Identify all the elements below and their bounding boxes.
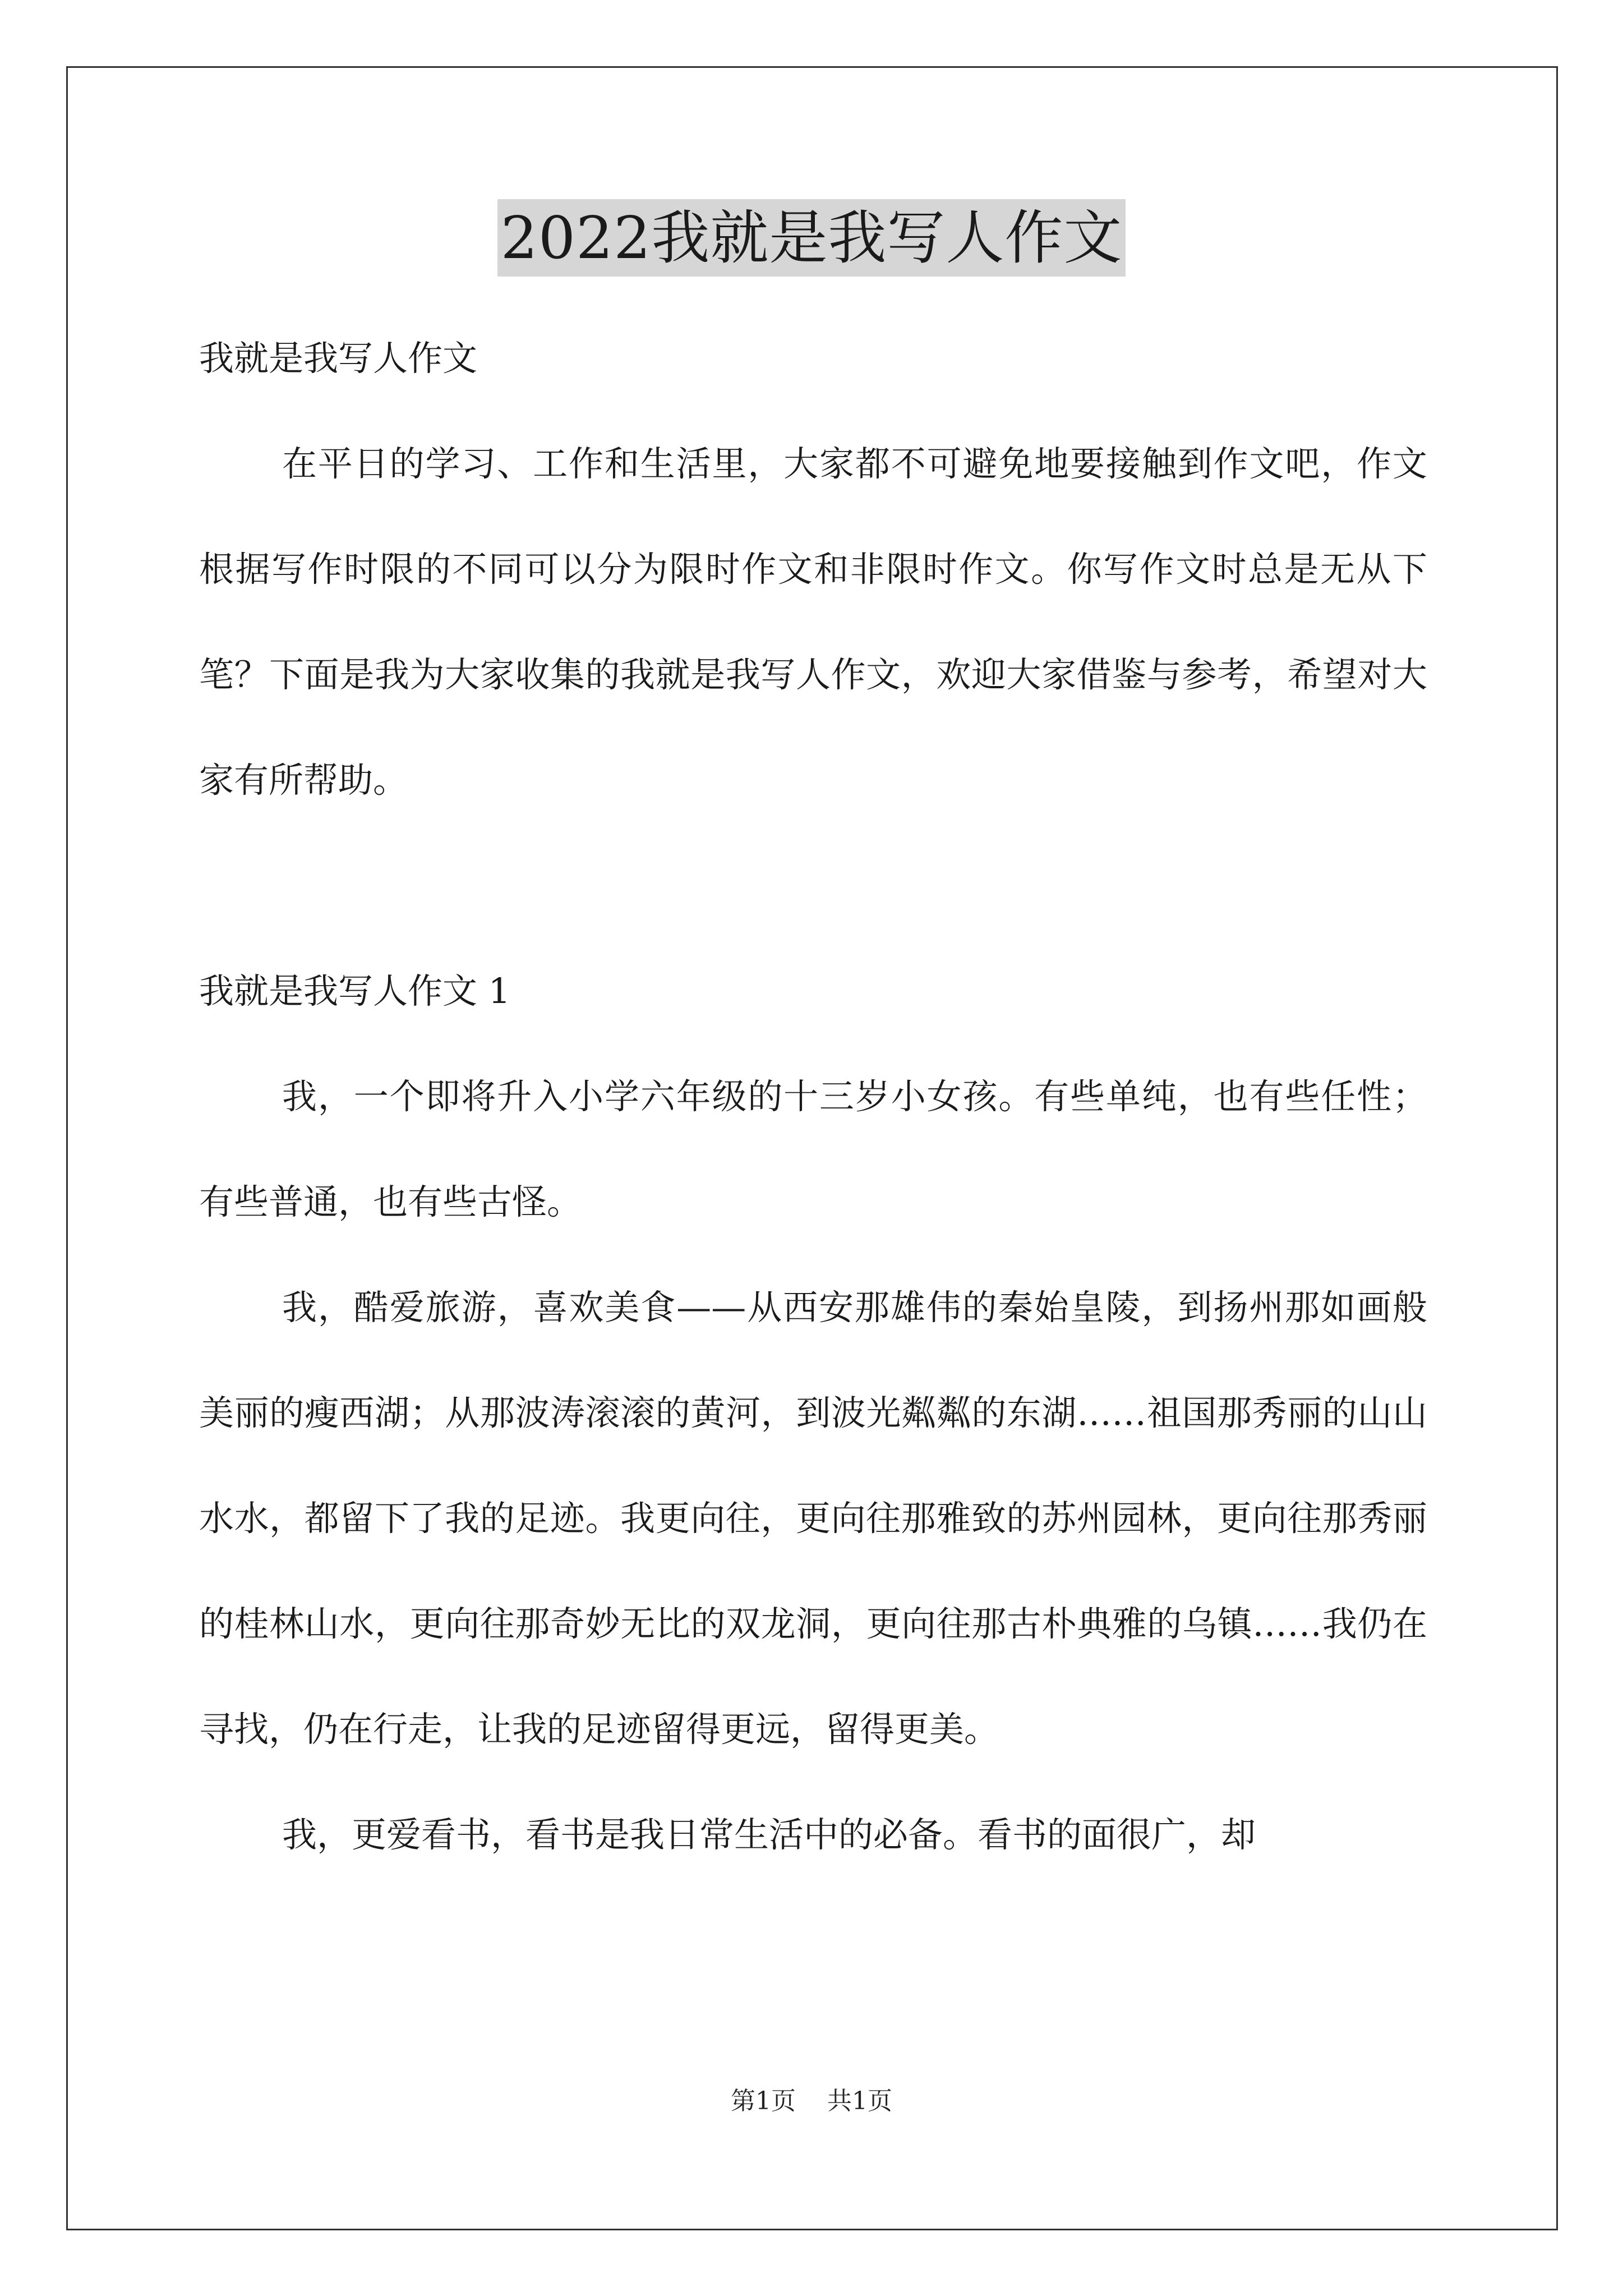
intro-heading: 我就是我写人作文	[199, 338, 478, 379]
body-paragraph-3: 我，更爱看书，看书是我日常生活中的必备。看书的面很广，却	[282, 1814, 1256, 1855]
intro-paragraph: 在平日的学习、工作和生活里，大家都不可避免地要接触到作文吧，作文根据写作时限的不同可以分为限时作文和非限时作文。你写作文时总是无从下笔？下面是我为大家收集的我就是我写人作文，欢迎大家借鉴与参考，希望对大家有所帮助。	[199, 443, 1427, 800]
section-heading-1: 我就是我写人作文 1	[199, 970, 511, 1011]
document-body	[199, 306, 1427, 1888]
body-paragraph-1: 我，一个即将升入小学六年级的十三岁小女孩。有些单纯，也有些任性；有些普通，也有些古怪。	[199, 1076, 1427, 1222]
body-paragraph-2: 我，酷爱旅游，喜欢美食——从西安那雄伟的秦始皇陵，到扬州那如画般美丽的瘦西湖；从那波涛滚滚的黄河，到波光粼粼的东湖……祖国那秀丽的山山水水，都留下了我的足迹。我更向往，更向往那雅致的苏州园林，更向往那秀丽的桂林山水，更向往那奇妙无比的双龙洞，更向往那古朴典雅的乌镇……我仍在寻找，仍在行走，让我的足迹留得更远，留得更美。	[199, 1287, 1427, 1750]
document-title: 2022我就是我写人作文	[497, 199, 1126, 277]
page-total: 共1页	[827, 2087, 892, 2115]
page-footer	[0, 2085, 1623, 2118]
page-number: 第1页	[731, 2087, 796, 2115]
title-container	[0, 199, 1623, 277]
